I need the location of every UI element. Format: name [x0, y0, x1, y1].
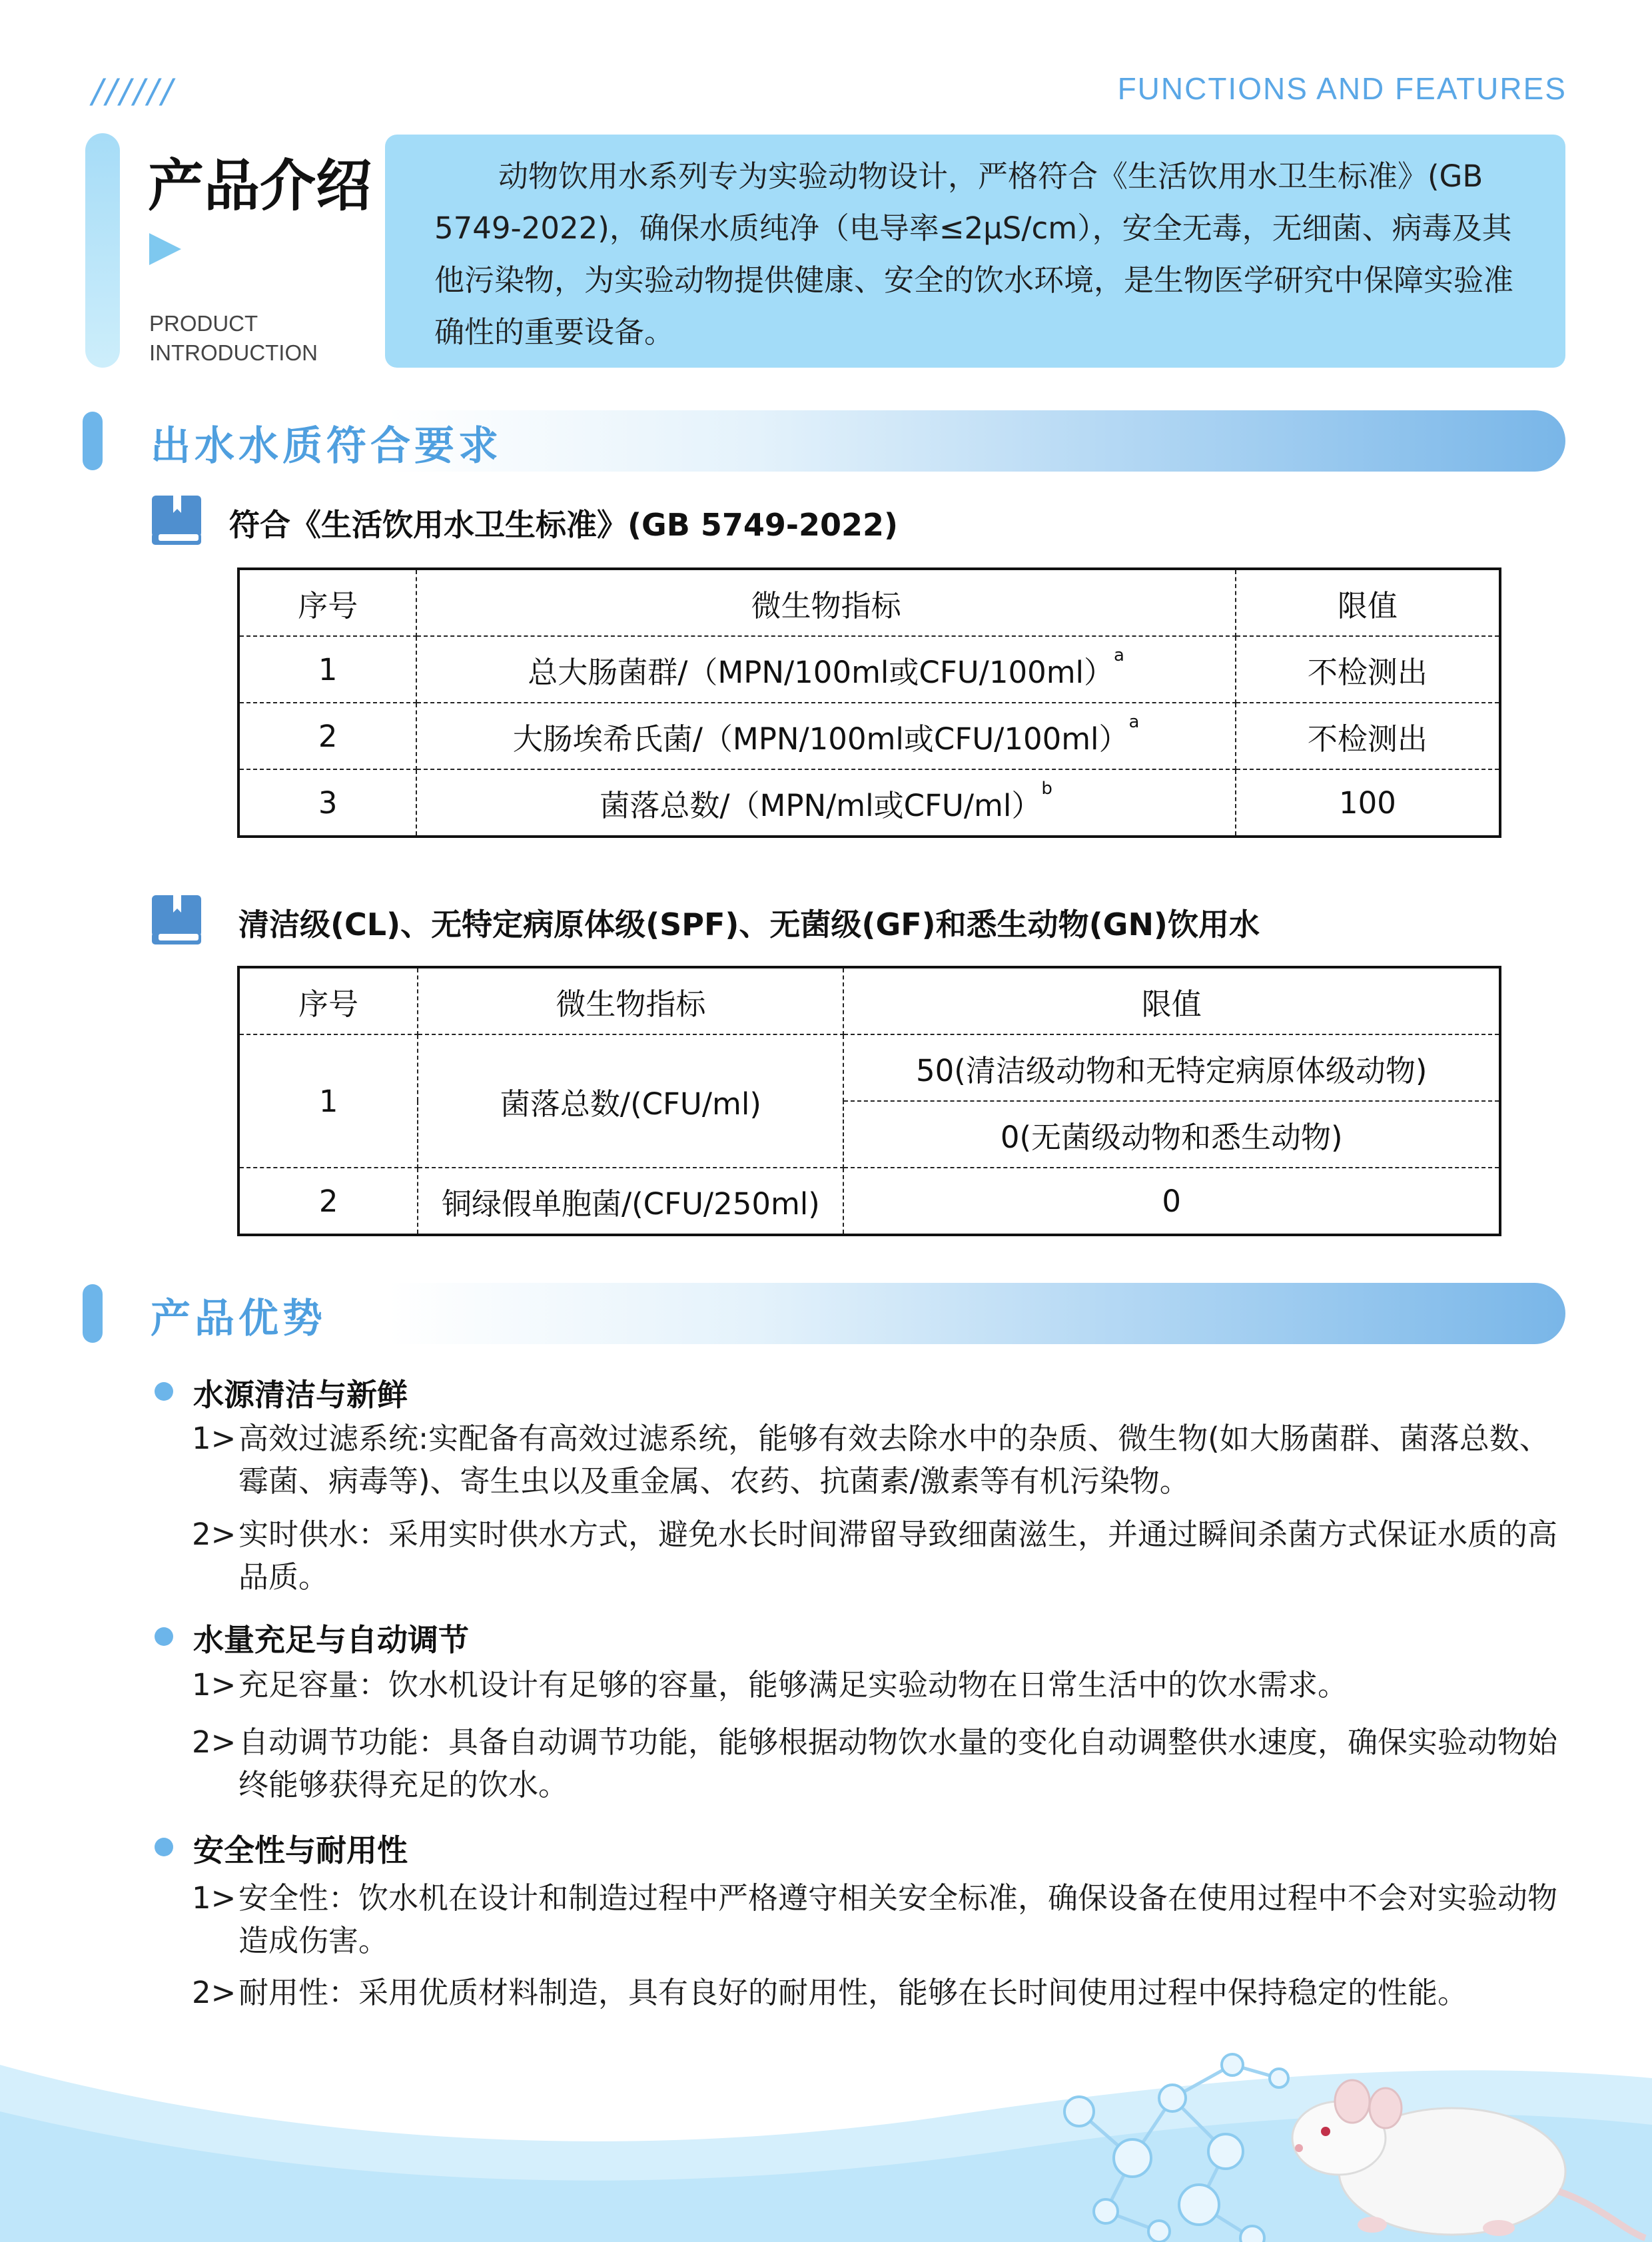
advantage-item [192, 1877, 1564, 1962]
table-row [238, 636, 1500, 703]
header-indicator: 微生物指标 [418, 967, 843, 1034]
banner-pill-icon [83, 412, 103, 470]
header-tagline: FUNCTIONS AND FEATURES [1117, 71, 1567, 106]
book-icon [149, 893, 204, 947]
bullet-dot-icon [155, 1627, 173, 1646]
book-icon [149, 493, 204, 548]
section-title-advantages: 产品优势 [151, 1296, 326, 1342]
item-text: 安全性：饮水机在设计和制造过程中严格遵守相关安全标准，确保设备在使用过程中不会对实验动物造成伤害。 [238, 1880, 1558, 1958]
row-indicator: 大肠埃希氏菌/（MPN/100ml或CFU/100ml）$^a$ [416, 703, 1235, 769]
header-no: 序号 [238, 569, 416, 636]
standard-table [237, 567, 1501, 838]
advantage-heading: 安全性与耐用性 [193, 1832, 408, 1868]
bottom-wave-decoration [0, 2038, 1652, 2242]
table-row [238, 703, 1500, 769]
item-number: 1> [192, 1880, 236, 1916]
animal-grade-subtitle: 清洁级(CL)、无特定病原体级(SPF)、无菌级(GF)和悉生动物(GN)饮用水 [238, 907, 1260, 942]
row-no: 2 [238, 703, 416, 769]
table-row [238, 769, 1500, 837]
item-text: 充足容量：饮水机设计有足够的容量，能够满足实验动物在日常生活中的饮水需求。 [238, 1667, 1348, 1702]
bullet-dot-icon [155, 1838, 173, 1856]
row-no: 1 [238, 1034, 418, 1168]
intro-english-line2: INTRODUCTION [149, 340, 318, 365]
header-limit: 限值 [843, 967, 1500, 1034]
intro-title: 产品介绍 [148, 153, 372, 218]
item-text: 实时供水：采用实时供水方式，避免水长时间滞留导致细菌滋生，并通过瞬间杀菌方式保证水质的高品质。 [238, 1517, 1558, 1595]
row-indicator: 菌落总数/(CFU/ml) [418, 1034, 843, 1168]
intro-accent-bar [85, 133, 120, 368]
row-limit: 0(无菌级动物和悉生动物) [843, 1101, 1500, 1168]
header-slashes: ////// [92, 72, 176, 111]
intro-english-line1: PRODUCT [149, 311, 258, 336]
item-number: 2> [192, 1975, 236, 2010]
animal-grade-table [237, 966, 1501, 1236]
intro-text: 动物饮用水系列专为实验动物设计，严格符合《生活饮用水卫生标准》(GB 5749-2022)，确保水质纯净（电导率≤2μS/cm），安全无毒，无细菌、病毒及其他污染物，为实验动物提供健康、安全的饮水环境，是生物医学研究中保障实验准确性的重要设备。 [434, 159, 1514, 350]
item-text: 自动调节功能：具备自动调节功能，能够根据动物饮水量的变化自动调整供水速度，确保实验动物始终能够获得充足的饮水。 [238, 1724, 1558, 1802]
item-number: 1> [192, 1421, 236, 1456]
row-no: 3 [238, 769, 416, 837]
row-limit: 50(清洁级动物和无特定病原体级动物) [843, 1034, 1500, 1101]
table-row [238, 1168, 1500, 1235]
advantage-item [192, 1664, 1564, 1706]
table-row [238, 1034, 1500, 1101]
row-limit: 不检测出 [1236, 636, 1500, 703]
item-text: 高效过滤系统:实配备有高效过滤系统，能够有效去除水中的杂质、微生物(如大肠菌群、菌落总数、霉菌、病毒等)、寄生虫以及重金属、农药、抗菌素/激素等有机污染物。 [238, 1421, 1549, 1499]
section-title-water-quality: 出水水质符合要求 [151, 423, 502, 470]
advantage-item [192, 1972, 1564, 2014]
row-no: 1 [238, 636, 416, 703]
advantage-item [192, 1513, 1564, 1599]
standard-subtitle: 符合《生活饮用水卫生标准》(GB 5749-2022) [229, 507, 899, 543]
header-no: 序号 [238, 967, 418, 1034]
item-number: 2> [192, 1517, 236, 1552]
header-limit: 限值 [1236, 569, 1500, 636]
table-header-row [238, 967, 1500, 1034]
item-text: 耐用性：采用优质材料制造，具有良好的耐用性，能够在长时间使用过程中保持稳定的性能。 [238, 1975, 1468, 2010]
row-indicator: 铜绿假单胞菌/(CFU/250ml) [418, 1168, 843, 1235]
row-limit: 0 [843, 1168, 1500, 1235]
row-no: 2 [238, 1168, 418, 1235]
banner-pill-icon [83, 1284, 103, 1343]
advantage-item [192, 1721, 1564, 1806]
item-number: 2> [192, 1724, 236, 1760]
row-limit: 100 [1236, 769, 1500, 837]
intro-english-label [149, 309, 318, 368]
row-indicator: 总大肠菌群/（MPN/100ml或CFU/100ml）$^a$ [416, 636, 1235, 703]
advantage-item [192, 1417, 1564, 1503]
bullet-dot-icon [155, 1382, 173, 1401]
row-indicator: 菌落总数/（MPN/ml或CFU/ml）$^b$ [416, 769, 1235, 837]
play-triangle-icon [149, 233, 181, 265]
header-indicator: 微生物指标 [416, 569, 1235, 636]
advantage-heading: 水源清洁与新鲜 [193, 1377, 408, 1413]
advantage-heading: 水量充足与自动调节 [193, 1622, 469, 1658]
item-number: 1> [192, 1667, 236, 1702]
row-limit: 不检测出 [1236, 703, 1500, 769]
table-header-row [238, 569, 1500, 636]
